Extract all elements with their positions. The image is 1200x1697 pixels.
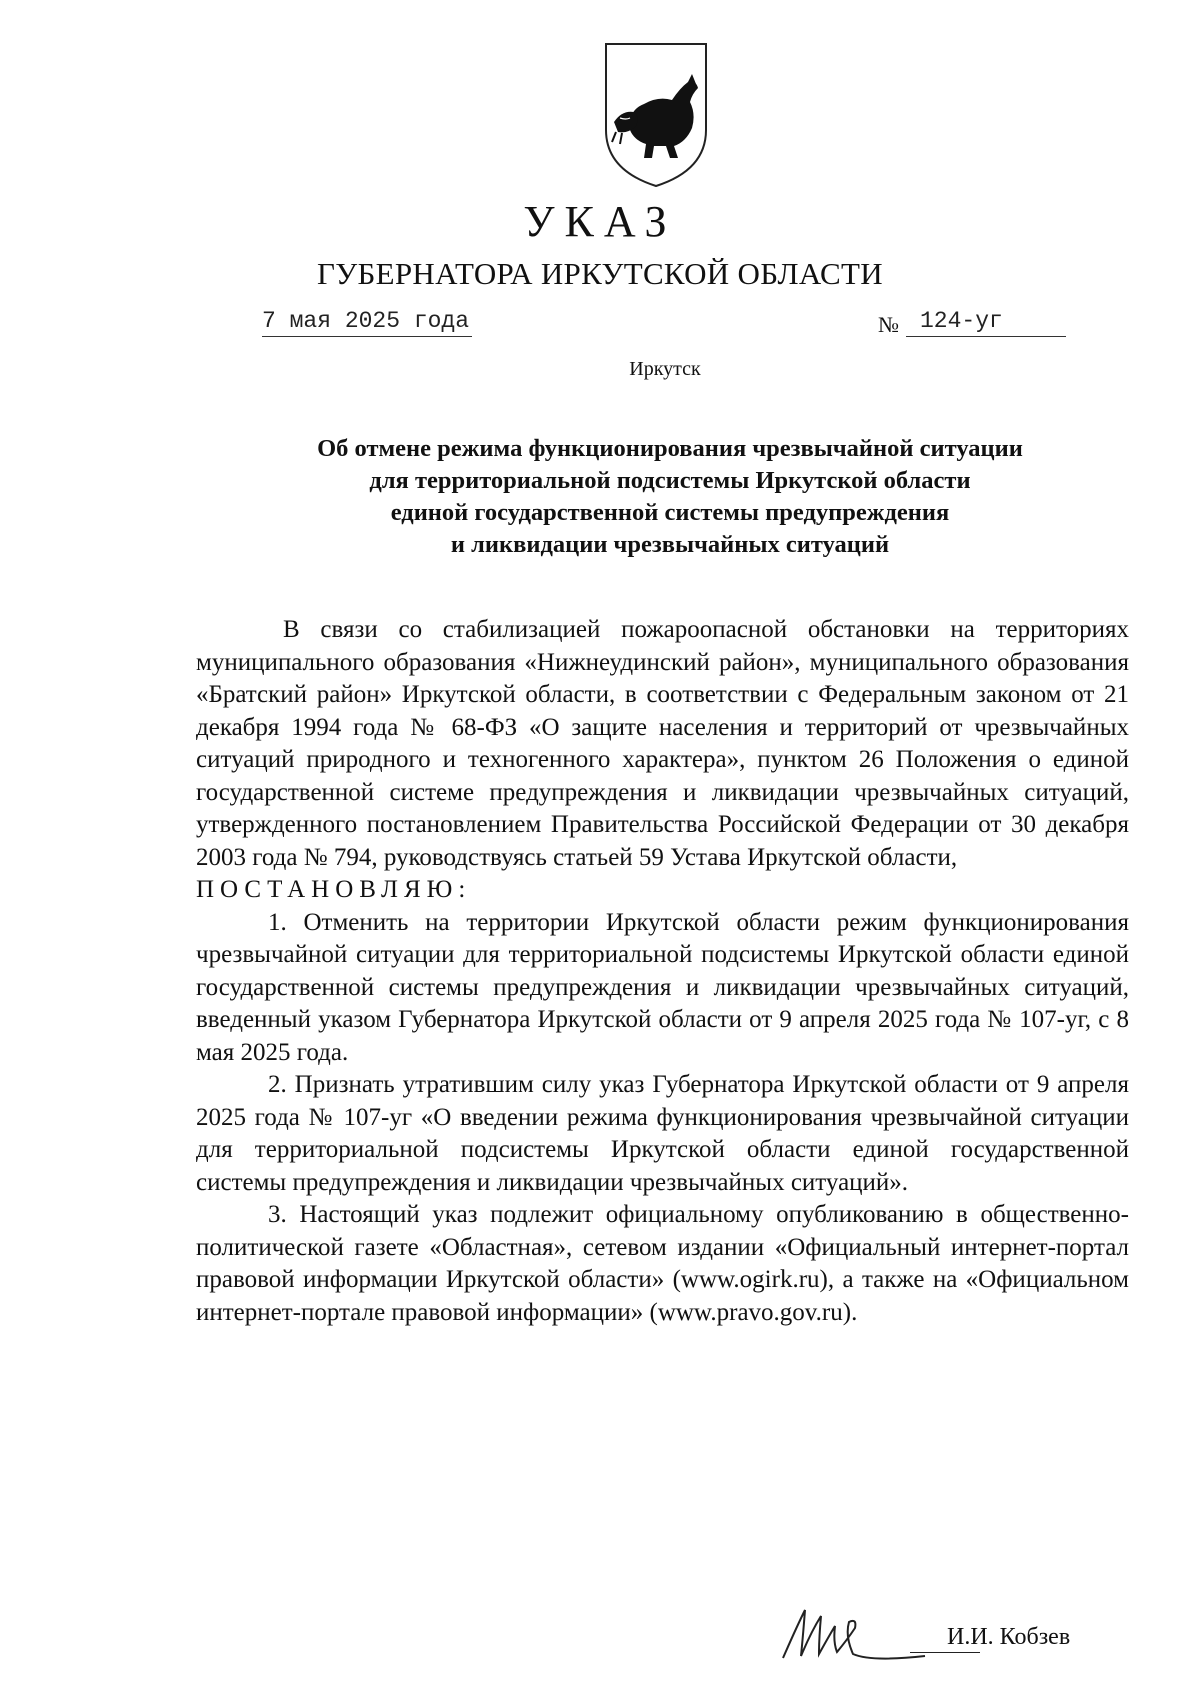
number-sign: № [878, 312, 899, 337]
heading-line: Об отмене режима функционирования чрезвычайной ситуации [317, 435, 1023, 462]
coat-of-arms-emblem [600, 38, 712, 190]
heading-line: единой государственной системы предупреждения [390, 499, 950, 526]
document-issuer: ГУБЕРНАТОРА ИРКУТСКОЙ ОБЛАСТИ [317, 256, 883, 291]
decree-item: 2. Признать утратившим силу указ Губернатора Иркутской области от 9 апреля 2025 года № 107-уг «О введении режима функционирования чрезвычайной ситуации для территориальной подсистемы Иркутской области единой государственной системы предупреждения и ликвидации чрезвычайных ситуаций». [196, 1071, 1129, 1196]
decree-item: 3. Настоящий указ подлежит официальному опубликованию в общественно-политической газете «Областная», сетевом издании «Официальный интернет-портал правовой информации Иркутской области» (www.ogirk.ru), а также на «Официальном интернет-портале правовой информации» (www.pravo.gov.ru). [196, 1201, 1129, 1326]
decree-body [196, 614, 1129, 1329]
handwritten-signature [775, 1596, 935, 1671]
signer-name: И.И. Кобзев [947, 1624, 1071, 1650]
decree-heading [200, 433, 1140, 561]
decree-word: ПОСТАНОВЛЯЮ: [196, 876, 472, 903]
preamble-paragraph: В связи со стабилизацией пожароопасной обстановки на территориях муниципального образования «Нижнеудинский район», муниципального образования «Братский район» Иркутской области, в соответствии с Федеральным законом от 21 декабря 1994 года № 68-ФЗ «О защите населения и территорий от чрезвычайных ситуаций природного и техногенного характера», пунктом 26 Положения о единой государственной системе предупреждения и ликвидации чрезвычайных ситуаций, утвержденного постановлением Правительства Российской Федерации от 30 декабря 2003 года № 794, руководствуясь статьей 59 Устава Иркутской области, [196, 616, 1129, 871]
document-title: УКАЗ [523, 197, 677, 246]
city-label: Иркутск [629, 358, 701, 380]
decree-date: 7 мая 2025 года [262, 308, 472, 337]
signature-line [910, 1652, 980, 1653]
heading-line: для территориальной подсистемы Иркутской области [369, 467, 971, 494]
coat-of-arms-icon [600, 38, 712, 190]
decree-number: 124-уг [906, 308, 1066, 337]
heading-line: и ликвидации чрезвычайных ситуаций [450, 531, 890, 558]
decree-item: 1. Отменить на территории Иркутской области режим функционирования чрезвычайной ситуации для территориальной подсистемы Иркутской области единой государственной системы предупреждения и ликвидации чрезвычайных ситуаций, введенный указом Губернатора Иркутской области от 9 апреля 2025 года № 107-уг, с 8 мая 2025 года. [196, 908, 1129, 1066]
